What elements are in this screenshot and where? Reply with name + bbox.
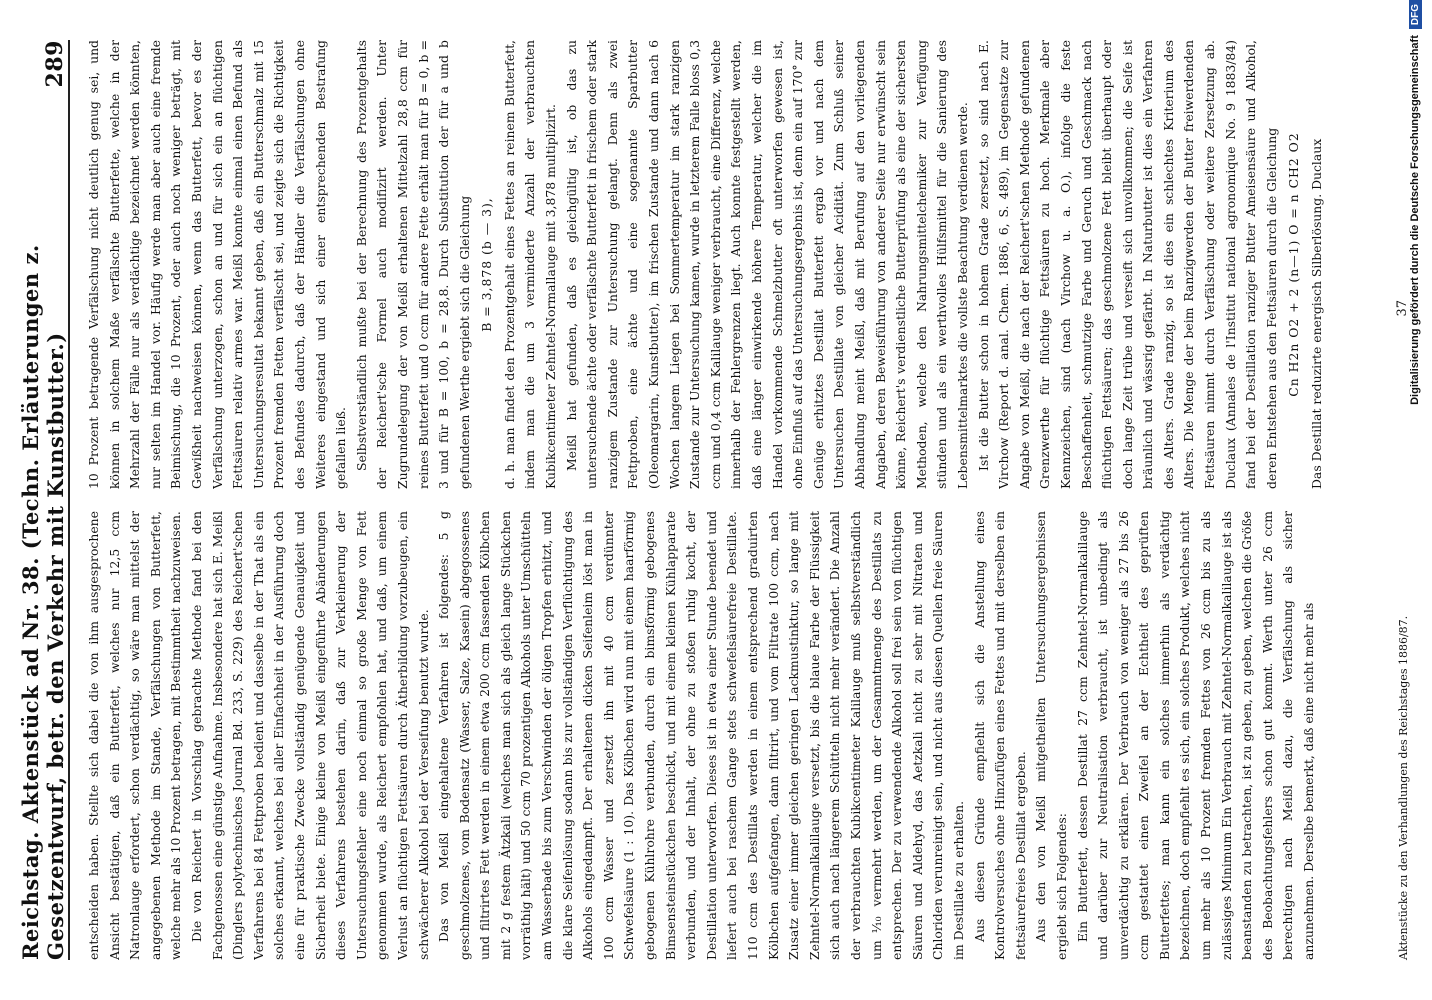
paragraph: Selbstverständlich mußte bei der Berechnung des Prozentgehalts der Reichert'sche Formel auch modifizirt werden. Unter Zugrundelegung der von Meißl erhaltenen Mittelzahl 28,8 ccm für reines Butterfett und 0 ccm für andere Fette erhält man für B = 0, b = 3 und für B = 100, b = 28,8. Durch Substitution der für a und b gefundenen Werthe ergiebt sich die Gleichung <box>353 40 472 489</box>
page-title: Reichstag. Aktenstück ad Nr. 38. (Techn. Erläuterungen z. Gesetzentwurf, betr. den Verkehr mit Kunstbutter.) <box>18 244 68 960</box>
footer-note: Aktenstücke zu den Verhandlungen des Reichstages 1886/87. <box>1397 615 1410 960</box>
formula: B = 3,878 (b — 3), <box>479 197 495 332</box>
paragraph: Aus diesen Gründe empfiehlt sich die Anstellung eines Kontrolversuches ohne Hinzufügen eines Fettes und mit derselben ein fettsäurefreies Destillat ergeben. <box>971 511 1028 960</box>
paragraph: Meißl hat gefunden, daß es gleichgültig ist, ob das zu untersuchende ächte oder verfälschte Butterfett in frischem oder stark ranzigem Zustande zur Untersuchung gelangt. Denn als zwei Fettproben, eine ächte und eine sogenannte Sparbutter (Oleomargarin, Kunstbutter), im frischen Zustande und dann nach 6 Wochen langem Liegen bei Sommertemperatur im stark ranzigen Zustande zur Untersuchung kamen, wurde in letzterem Falle bloss 0,3 ccm und 0,4 ccm Kalilauge weniger verbraucht, eine Differenz, welche innerhalb der Fehlergrenzen liegt. Auch konnte festgestellt werden, daß eine länger einwirkende höhere Temperatur, welcher die im Handel vorkommende Schmelzbutter oft unterworfen gewesen ist, ohne Einfluß auf das Untersuchungsergebnis ist, denn ein auf 170° zur Genüge erhitztes Destillat Butterfett ergab vor und nach dem Untersuchen Destillate von gleicher Acidität. Zum Schluß seiner Abhandlung meint Meißl, daß mit Berufung auf den vorliegenden Angaben, deren Beweisführung von anderer Seite nur erwünscht sein könne, Reichert's verdienstliche Butterprüfung als eine der sichersten Methoden, welche den Nahrungsmittelchemiker zur Verfügung stünden und als ein werthvolles Hülfsmittel für die Sanierung des Lebensmittelmarktes die vollste Beachtung verdienen werde. <box>563 40 970 489</box>
dfg-logo-icon: DFG <box>1409 0 1422 29</box>
formula: Cn H2n O2 + 2 (n—1) O = n CH2 O2 <box>1286 132 1302 397</box>
paragraph: 10 Prozent betragende Verfälschung nicht deutlich genug sei, und können in solchem Maße verfälschte Butterfette, welche in der Mehrzahl der Fälle nur als verdächtige bezeichnet werden könnten, nur selten im Handel vor. Häufig werde man aber auch eine fremde Beimischung, die 10 Prozent, oder auch noch weniger beträgt, mit Gewißheit nachweisen können, wenn das Butterfett, bevor es der Verfälschung unterzogen, schon an und für sich ein an flüchtigen Fettsäuren relativ armes war. Meißl konnte einmal einen Befund als Untersuchungsresultat bekannt geben, daß ein Butterschmalz mit 15 Prozent fremden Fetten verfälscht sei, und zeigte sich die Richtigkeit des Befundes dadurch, daß der Händler die Verfälschungen ohne Weiteres eingestand und sich einer entsprechenden Bestrafung gefallen ließ. <box>86 40 349 489</box>
paragraph: Aus den von Meißl mitgetheilten Untersuchungsergebnissen ergiebt sich Folgendes: <box>1033 511 1069 960</box>
paragraph: Ist die Butter schon in hohem Grade zersetzt, so sind nach E. Virchow (Report d. anal. Chem. 1886, 6, S. 489), im Gegensatze zur Angabe von Meißl, die nach der Reichert'schen Methode gefundenen Grenzwerthe für flüchtige Fettsäuren zu hoch. Merkmale aber Kennzeichen, sind (nach Virchow u. a. O.), infolge die feste Beschaffenheit, schmutzige Farbe und Geruch und Geschmack nach flüchtigen Fettsäuren; das geschmolzene Fett bleibt überhaupt oder doch lange Zeit trübe und verseift sich unvollkommen; die Seife ist bräunlich und wässrig gefärbt. In Naturbutter ist dies ein Verfahren des Alters. Grade ranzig, so ist dies ein schlechtes Kriterium des Alters. Die Menge der beim Ranzigwerden der Butter freiwerdenden Fettsäuren nimmt durch Verfälschung oder weitere Zersetzung ab. Duclaux (Annales de l'Institut national agronomique No. 9 1883/84) fand bei der Destillation ranziger Butter Ameisensäure und Alkohol, deren Entstehen aus den Fettsäuren durch die Gleichung <box>975 40 1279 489</box>
credit-text: Digitalisierung gefördert durch die Deutsche Forschungsgemeinschaft <box>1409 35 1421 405</box>
paragraph: d. h. man findet den Prozentgehalt eines Fettes an reinem Butterfett, indem man die um 3 verminderte Anzahl der verbrauchten Kubikcentimeter Zehntel-Normallauge mit 3,878 multiplizirt. <box>501 40 559 489</box>
digitization-credit <box>1404 0 1426 1000</box>
paragraph: Das Destillat reduzirte energisch Silberlösung. Duclaux <box>1309 138 1325 489</box>
paragraph: Ein Butterfett, dessen Destillat 27 ccm Zehntel-Normalkalilauge und darüber zur Neutralisation verbraucht, ist unbedingt als unverdächtig zu erklären. Der Verbrauch von weniger als 27 bis 26 ccm gestattet einen Zweifel an der Echtheit des geprüften Butterfettes; man kann ein solches immerhin als verdächtig bezeichnen, doch empfiehlt es sich, ein solches Produkt, welches nicht um mehr als 10 Prozent fremden Fettes von 26 ccm bis zu als zulässiges Minimum Ein Verbrauch mit Zehntel-Normalkalilauge ist als beanstanden zu betrachten, ist zu geben, zu geben, welchen die Größe des Beobachtungsfehlers schon gut kommt. Werth unter 26 ccm berechtigen nach Meißl dazu, die Verfälschung als sicher anzunehmen. Derselbe bemerkt, daß eine nicht mehr als <box>1074 511 1317 960</box>
sheet-number: 37 <box>1395 300 1410 317</box>
paragraph: Die von Reichert in Vorschlag gebrachte Methode fand bei den Fachgenossen eine günstige Aufnahme. Insbesondere hat sich E. Meißl (Dinglers polytechnisches Journal Bd. 233, S. 229) des Reichert'schen Verfahrens bei 84 Fettproben bedient und dasselbe in der That als ein solches erkannt, welches bei aller Einfachheit in der Ausführung doch eine für praktische Zwecke vollständig genügende Genauigkeit und Sicherheit biete. Einige kleine von Meißl eingeführte Abänderungen dieses Verfahrens bestehen darin, daß zur Verkleinerung der Untersuchungsfehler eine noch einmal so große Menge von Fett genommen wurde, als Reichert empfohlen hat, und daß, um einem Verlust an flüchtigen Fettsäuren durch Ätherbildung vorzubeugen, ein schwächerer Alkohol bei der Verseifung benutzt wurde. <box>188 511 431 960</box>
digitization-credit-strip <box>1404 0 1426 1000</box>
right-column <box>84 40 1372 489</box>
paragraph: entscheiden haben. Stellte sich dabei die von ihm ausgesprochene Ansicht bestätigen, daß ein Butterfett, welches nur 12,5 ccm Natronlauge erfordert, schon verdächtig, so wäre man mittelst der angegebenen Methode im Stande, Verfälschungen von Butterfett, welche mehr als 10 Prozent betragen, mit Bestimmtheit nachzuweisen. <box>86 511 184 960</box>
paragraph: Das von Meißl eingehaltene Verfahren ist folgendes: 5 g geschmolzenes, vom Bodensatz (Wasser, Salze, Kasein) abgegossenes und filtrirtes Fett werden in einem etwa 200 ccm fassenden Kölbchen mit 2 g festem Ätzkali (welches man sich als gleich lange Stückchen vorräthig hält) und 50 ccm 70 prozentigen Alkohols unter Umschütteln am Wasserbade bis zum Verschwinden der öligen Tropfen erhitzt, und die klare Seifenlösung sodann bis zur vollständigen Verflüchtigung des Alkohols eingedampft. Der erhaltenen dicken Seifenleim löst man in 100 ccm Wasser und zersetzt ihn mit 40 ccm verdünnter Schwefelsäure (1 : 10). Das Kölbchen wird nun mit einem haarförmig gebogenen Kühlrohre verbunden, durch ein bimsförmig gebogenes Bimsensteinstückchen beschickt, und mit einem kleinen Kühlapparate verbunden, und der Inhalt, der ohne zu stoßen ruhig kocht, der Destillation unterworfen. Dieses ist in etwa einer Stunde beendet und liefert auch bei raschem Gange stets schwefelsäurefreie Destillate. 110 ccm des Destillats werden in einem entsprechend graduirten Kölbchen aufgefangen, dann filtrirt, und vom Filtrate 100 ccm, nach Zusatz einer immer gleichen geringen Lackmustinktur, so lange mit Zehntel-Normalkalilauge versetzt, bis die blaue Farbe der Flüssigkeit sich auch nach längerem Schütteln nicht mehr verändert. Die Anzahl der verbrauchten Kubikcentimeter Kalilauge muß selbstverständlich um ⅒ vermehrt werden, um der Gesammtmenge des Destillats zu entsprechen. Der zu verwendende Alkohol soll frei sein von flüchtigen Säuren und Aldehyd, das Aetzkali nicht zu sehr mit Nitraten und Chloriden verunreinigt sein, und nicht aus diesen Quellen freie Säuren im Destillate zu erhalten. <box>436 511 966 960</box>
page-header <box>18 40 70 960</box>
page-number: 289 <box>42 40 68 88</box>
left-column <box>84 511 1372 960</box>
text-body <box>84 40 1372 960</box>
